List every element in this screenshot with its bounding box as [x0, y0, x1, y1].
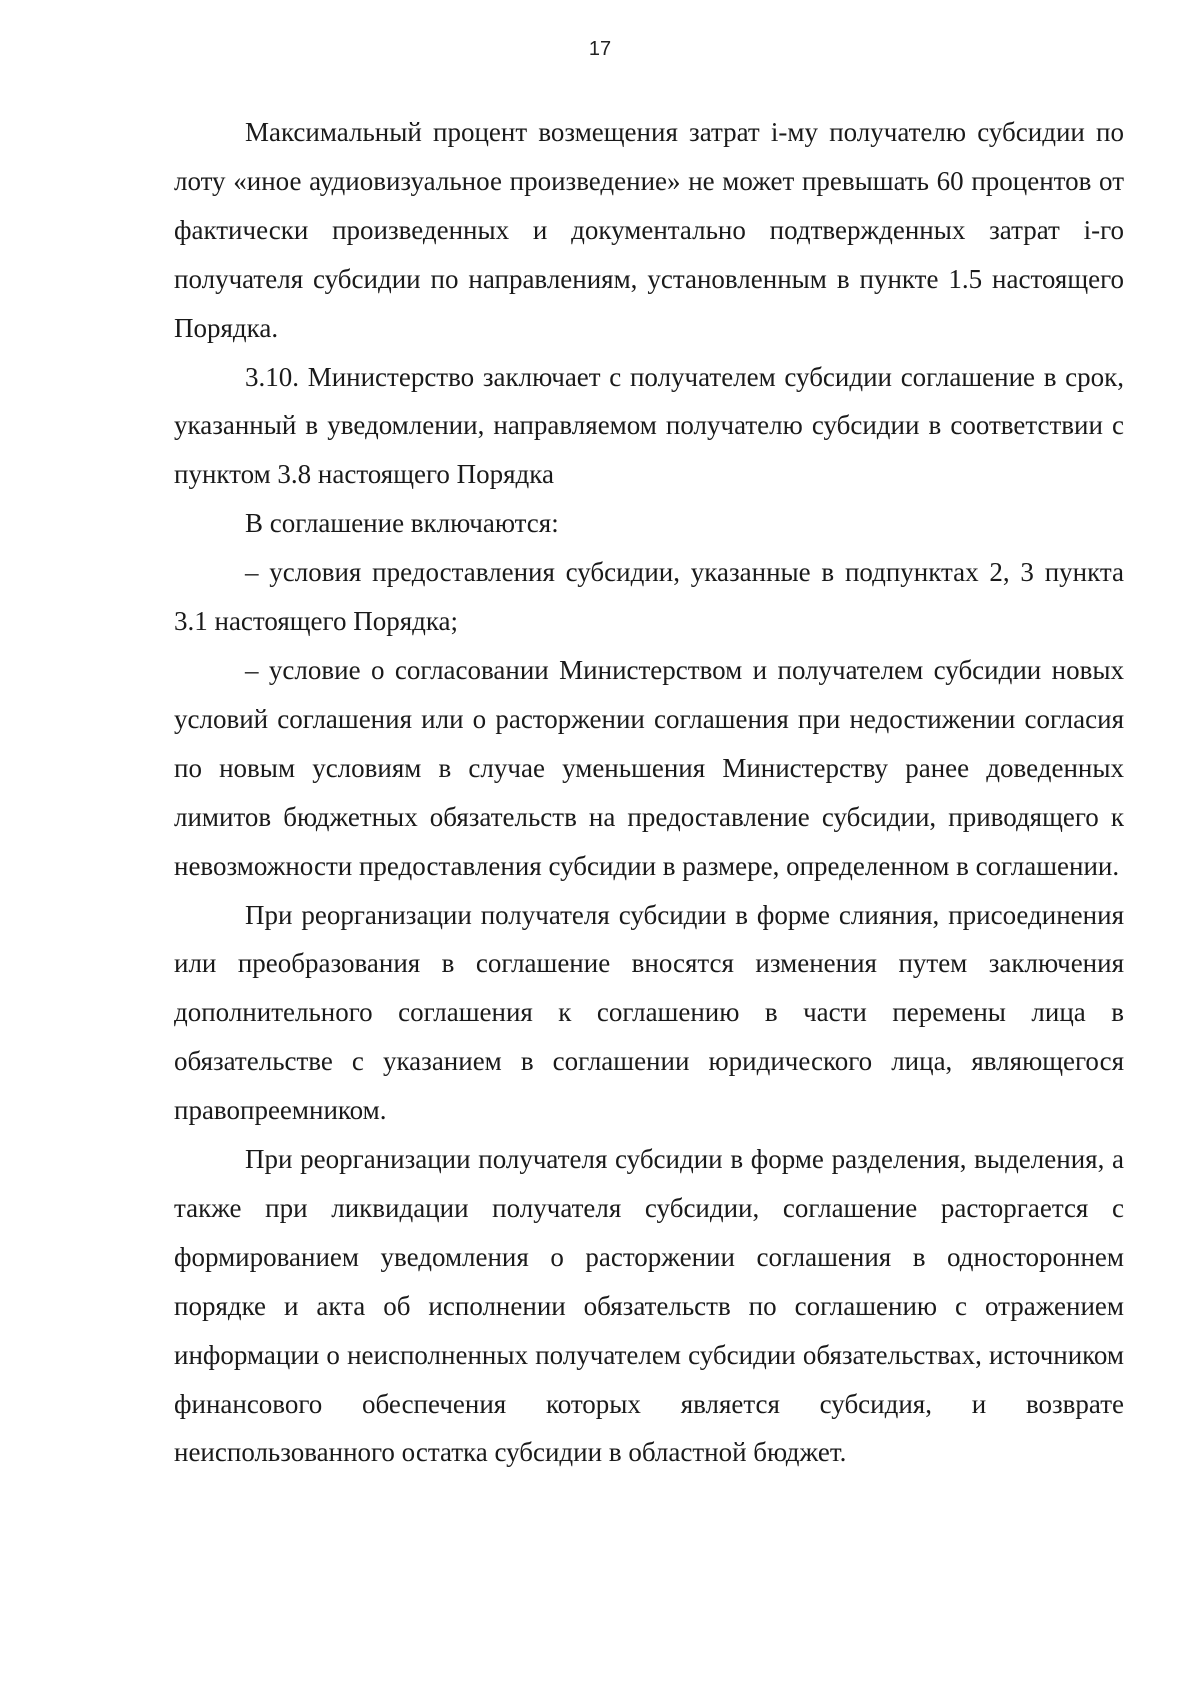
paragraph-reorganization-merger: При реорганизации получателя субсидии в форме слияния, присоединения или преобразования в соглашение вносятся изменения путем заключения дополнительного соглашения к соглашению в части перемены лица в обязательстве с указанием в соглашении юридического лица, являющегося правопреемником. — [174, 899, 1124, 1126]
paragraph-reorganization-division: При реорганизации получателя субсидии в форме разделения, выделения, а также при ликвидации получателя субсидии, соглашение расторгается с формированием уведомления о расторжении соглашения в одностороннем порядке и акта об исполнении обязательств по соглашению с отражением информации о неисполненных получателем субсидии обязательствах, источником финансового обеспечения которых является субсидия, и возврате неиспользованного остатка субсидии в областной бюджет. — [174, 1144, 1124, 1468]
paragraph-3-10: 3.10. Министерство заключает с получателем субсидии соглашение в срок, указанный в уведомлении, направляемом получателю субсидии в соответствии с пунктом 3.8 настоящего Порядка — [174, 361, 1124, 490]
list-item-conditions: – условия предоставления субсидии, указанные в подпунктах 2, 3 пункта 3.1 настоящего Порядка; — [174, 557, 1124, 637]
paragraph-agreement-includes: В соглашение включаются: — [245, 508, 559, 539]
list-item-approval-condition: – условие о согласовании Министерством и получателем субсидии новых условий соглашения или о расторжении соглашения при недостижении согласия по новым условиям в случае уменьшения Министерству ранее доведенных лимитов бюджетных обязательств на предоставление субсидии, приводящего к невозможности предоставления субсидии в размере, определенном в соглашении. — [174, 654, 1124, 881]
document-body — [174, 108, 1124, 1477]
page-number: 17 — [588, 38, 612, 60]
paragraph-max-percent: Максимальный процент возмещения затрат i-му получателю субсидии по лоту «иное аудиовизуальное произведение» не может превышать 60 процентов от фактически произведенных и документально подтвержденных затрат i-го получателя субсидии по направлениям, установленным в пункте 1.5 настоящего Порядка. — [174, 117, 1124, 343]
